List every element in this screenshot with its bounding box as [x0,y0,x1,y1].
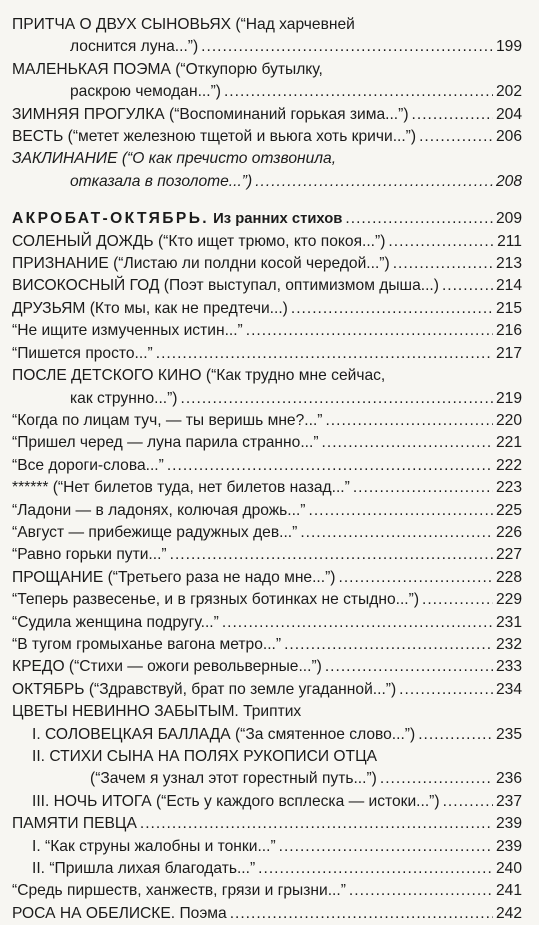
toc-entry-text: II. “Пришла лихая благодать...” [32,860,256,878]
page-number: 206 [495,128,522,146]
page-number: 204 [495,105,522,123]
page-number: 236 [495,770,522,788]
toc-entry [12,634,522,656]
toc-entry [12,455,522,477]
page-number: 231 [495,613,522,631]
toc-entry-text: ПРИЗНАНИЕ (“Листаю ли полдни косой чередой...”) [12,255,390,273]
toc-entry [12,589,522,611]
page-number: 229 [495,591,522,609]
leader-dots [230,903,493,925]
page-number: 199 [495,38,522,56]
leader-dots [181,388,493,410]
toc-entry-text: “Средь пиршеств, ханжеств, грязи и грызни...” [12,882,346,900]
page-number: 237 [495,792,522,810]
toc-entry [12,432,522,454]
leader-dots [222,612,493,634]
toc-entry-text: ЗИМНЯЯ ПРОГУЛКА (“Воспоминаний горькая зима...”) [12,105,409,123]
toc-entry [12,231,522,253]
toc-entry-text: ПОСЛЕ ДЕТСКОГО КИНО (“Как трудно мне сейчас, [12,367,386,385]
toc-entry-text: “Ладони — в ладонях, колючая дрожь...” [12,501,306,519]
toc-entry-text: II. СТИХИ СЫНА НА ПОЛЯХ РУКОПИСИ ОТЦА [32,748,378,765]
toc-entry-text: “Судила женщина подругу...” [12,613,219,631]
toc-entry-text: РОСА НА ОБЕЛИСКЕ. Поэма [12,904,227,922]
table-of-contents [12,14,522,925]
page-number: 202 [495,83,522,101]
toc-entry-text: “В тугом громыханье вагона метро...” [12,635,282,653]
toc-subentry-cont [12,768,522,790]
toc-entry-text: ПАМЯТИ ПЕВЦА [12,815,137,833]
leader-dots [279,836,493,858]
toc-entry-text: “Равно горьки пути...” [12,546,167,564]
leader-dots [388,231,494,253]
toc-entry-pritcha [12,14,522,59]
toc-entry-text: “Когда по лицам туч, — ты веришь мне?...” [12,411,323,429]
page-number: 242 [495,904,522,922]
toc-entry [12,522,522,544]
page-number: 241 [495,882,522,900]
toc-entry [12,544,522,566]
toc-entry-tsvety [12,701,522,723]
page-number: 240 [495,860,522,878]
leader-dots [224,81,493,103]
toc-entry-text: лоснится луна...”) [70,38,199,56]
toc-entry-text: “Не ищите измученных истин...” [12,322,243,340]
leader-dots [422,589,493,611]
toc-entry-vest [12,126,522,148]
toc-entry [12,500,522,522]
toc-entry-text: ЗАКЛИНАНИЕ (“О как пречисто отзвонила, [12,150,337,168]
page-number: 209 [495,210,522,228]
toc-subentry [12,858,522,880]
toc-entry-malenkaya-poema [12,59,522,104]
toc-entry-text: I. “Как струны жалобны и тонки...” [32,837,276,855]
toc-entry-text: ПРИТЧА О ДВУХ СЫНОВЬЯХ (“Над харчевней [12,16,355,33]
section-title-lead: АКРОБАТ-ОКТЯБРЬ. [12,210,210,228]
toc-entry-text: отказала в позолоте...”) [70,172,253,190]
leader-dots [325,410,493,432]
toc-entry [12,477,522,499]
toc-entry [12,298,522,320]
page-number: 223 [495,479,522,497]
toc-entry [12,612,522,634]
toc-entry-text: ОКТЯБРЬ (“Здравствуй, брат по земле угаданной...”) [12,680,397,698]
leader-dots [339,567,493,589]
page-number: 219 [495,389,522,407]
toc-entry [12,343,522,365]
leader-dots [412,104,493,126]
page-number: 221 [495,434,522,452]
section-title-rest: Из ранних стихов [209,211,343,228]
toc-entry-zaklinanie [12,148,522,193]
toc-entry-posle-detskogo-kino [12,365,522,410]
leader-dots [201,36,493,58]
toc-entry-text: “Пришел черед — луна парила странно...” [12,434,319,452]
toc-subentry [12,791,522,813]
page-number: 233 [495,658,522,676]
page-number: 225 [495,501,522,519]
toc-entry-text: III. НОЧЬ ИТОГА (“Есть у каждого всплеска — истоки...”) [32,792,440,810]
page-number: 208 [495,172,522,190]
leader-dots [255,171,493,193]
leader-dots [309,500,493,522]
leader-dots [345,208,493,230]
toc-entry [12,679,522,701]
toc-entry [12,410,522,432]
toc-entry-text: ВЕСТЬ (“метет железною тщетой и вьюга хоть кричи...”) [12,128,417,146]
toc-entry-text: “Пишется просто...” [12,344,153,362]
page-number: 213 [495,255,522,273]
toc-entry-text: КРЕДО (“Стихи — ожоги револьверные...”) [12,658,322,676]
toc-entry [12,275,522,297]
toc-entry [12,567,522,589]
toc-entry-zimnyaya-progulka [12,104,522,126]
leader-dots [349,880,493,902]
toc-entry-text: МАЛЕНЬКАЯ ПОЭМА (“Откупорю бутылку, [12,60,323,78]
toc-subentry [12,836,522,858]
leader-dots [399,679,493,701]
toc-entry-text: I. СОЛОВЕЦКАЯ БАЛЛАДА (“За смятенное слово...”) [32,725,416,743]
leader-dots [442,275,493,297]
toc-subentry [12,746,522,768]
toc-entry-text: ****** (“Нет билетов туда, нет билетов назад...” [12,479,350,497]
toc-entry-text: как струнно...”) [70,389,178,407]
page-number: 222 [495,456,522,474]
leader-dots [393,253,493,275]
toc-entry [12,253,522,275]
section-spacer [12,193,522,208]
leader-dots [291,298,493,320]
toc-entry [12,880,522,902]
leader-dots [419,126,493,148]
toc-entry-pamyati [12,813,522,835]
page-number: 216 [495,322,522,340]
page-number: 239 [495,837,522,855]
toc-entry-text: ЦВЕТЫ НЕВИННО ЗАБЫТЫМ. Триптих [12,703,302,721]
leader-dots [443,791,493,813]
toc-entry-text: ВИСОКОСНЫЙ ГОД (Поэт выступал, оптимизмом дыша...) [12,277,439,295]
toc-entry-text: раскрою чемодан...”) [70,83,221,101]
leader-dots [246,320,493,342]
toc-entry [12,656,522,678]
page-number: 234 [495,680,522,698]
leader-dots [284,634,493,656]
toc-entry-text: “Теперь развесенье, и в грязных ботинках не стыдно...”) [12,591,420,609]
toc-entry [12,320,522,342]
leader-dots [167,455,493,477]
page-number: 235 [495,725,522,743]
leader-dots [170,544,493,566]
leader-dots [258,858,493,880]
toc-entry [12,903,522,925]
toc-entry-text: “Все дороги-слова...” [12,456,164,474]
leader-dots [325,656,493,678]
page-number: 226 [495,523,522,541]
page-number: 214 [495,277,522,295]
section-heading [12,208,522,230]
page-number: 232 [495,635,522,653]
leader-dots [156,343,493,365]
leader-dots [418,724,493,746]
leader-dots [353,477,493,499]
leader-dots [380,768,493,790]
toc-entry-text: (“Зачем я узнал этот горестный путь...”) [90,770,377,788]
toc-entry-text: ДРУЗЬЯМ (Кто мы, как не предтечи...) [12,299,288,317]
leader-dots [300,522,493,544]
toc-entry-text: “Август — прибежище радужных дев...” [12,523,298,541]
page-number: 217 [495,344,522,362]
page-number: 211 [497,232,522,250]
toc-entry-text: ПРОЩАНИЕ (“Третьего раза не надо мне...”) [12,568,336,586]
page-number: 220 [495,411,522,429]
page-number: 239 [495,815,522,833]
page-number: 227 [495,546,522,564]
toc-subentry [12,724,522,746]
leader-dots [322,432,493,454]
page-number: 228 [495,568,522,586]
leader-dots [140,813,493,835]
page-number: 215 [495,299,522,317]
toc-entry-text: СОЛЕНЫЙ ДОЖДЬ (“Кто ищет трюмо, кто покоя...”) [12,232,386,250]
